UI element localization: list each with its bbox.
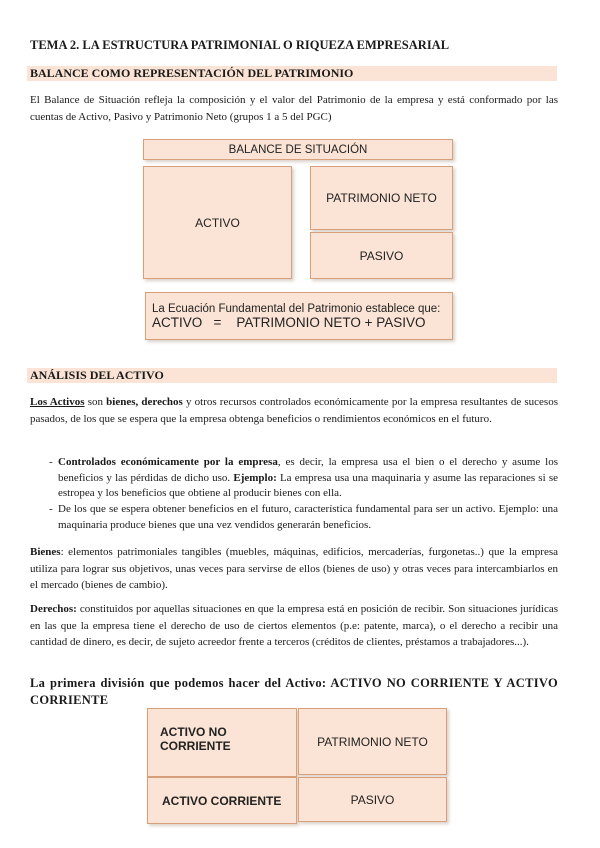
pasivo-box-2: PASIVO (298, 777, 447, 822)
division-heading: La primera división que podemos hacer del Activo: ACTIVO NO CORRIENTE Y ACTIVO CORRIENTE (30, 676, 558, 707)
bullet1-example-label: Ejemplo: (233, 471, 277, 484)
balance-intro-paragraph: El Balance de Situación refleja la composición y el valor del Patrimonio de la empresa y está conformado por las cuentas de Activo, Pasivo y Patrimonio Neto (grupos 1 a 5 del PGC) (30, 94, 558, 123)
patrimonio-neto-box-2: PATRIMONIO NETO (298, 708, 447, 775)
bullet-controlados: - Controlados económicamente por la empresa, es decir, la empresa usa el bien o el derecho y asume los beneficios y las pérdidas de dicho uso. Ejemplo: La empresa usa una maquinaria y asume las reparaciones si se estropea y los beneficios que obtiene al producir bienes con ella. (49, 456, 558, 499)
bullet1-bold: Controlados económicamente por la empresa (58, 456, 278, 468)
equation-intro: La Ecuación Fundamental del Patrimonio establece que: (152, 302, 441, 315)
section-heading-activo: ANÁLISIS DEL ACTIVO (27, 368, 557, 383)
bullet1-text: , es decir, la empresa usa el bien o el derecho y asume los beneficios y las pérdidas de dicho uso. (58, 456, 558, 484)
activo-corriente-box: ACTIVO CORRIENTE (147, 777, 297, 824)
pasivo-box: PASIVO (310, 232, 453, 279)
bienes-text: : elementos patrimoniales tangibles (muebles, máquinas, edificios, mercaderías, furgonetas..) que la empresa utiliza para lograr sus objetivos, unas veces para servirse de ellos (bienes de uso) y otras veces para intercambiarlos en el mercado (bienes de cambio). (30, 546, 558, 591)
activos-definition (30, 394, 558, 427)
derechos-text: constituidos por aquellas situaciones en que la empresa está en posición de recibir. Son situaciones jurídicas en las que la empresa tiene el derecho de uso de ciertos elementos (p.e: patente, marca), o el derecho a recibir una cantidad de dinero, es decir, de sujeto acreedor frente a terceros (créditos de clientes, préstamos a trabajadores...). (30, 603, 558, 648)
activo-box: ACTIVO (143, 166, 292, 279)
derechos-label: Derechos: (30, 603, 77, 615)
def-rest: y otros recursos controlados económicamente por la empresa resultantes de sucesos pasados, de los que se espera que la empresa obtenga beneficios o rendimientos económicos en el futuro. (30, 396, 558, 425)
bullet2-text: De los que se espera obtener beneficios en el futuro, característica fundamental para ser un activo. Ejemplo: una maquinaria produce bienes que una vez vendidos generarán beneficios. (58, 503, 558, 531)
def-connector: son (84, 396, 107, 408)
activos-term: Los Activos (30, 396, 85, 408)
bullet-beneficios: - De los que se espera obtener beneficios en el futuro, característica fundamental para ser un activo. Ejemplo: una maquinaria produce bienes que una vez vendidos generarán beneficios. (49, 503, 558, 531)
page-title: TEMA 2. LA ESTRUCTURA PATRIMONIAL O RIQUEZA EMPRESARIAL (30, 38, 450, 52)
equation-formula: ACTIVO = PATRIMONIO NETO + PASIVO (152, 314, 426, 330)
bullet1-example: La empresa usa una maquinaria y asume las reparaciones si se estropea y los beneficios que obtiene al producir bienes con ella. (58, 471, 558, 499)
def-bold: bienes, derechos (106, 396, 183, 408)
patrimonio-neto-box: PATRIMONIO NETO (310, 166, 453, 230)
bienes-label: Bienes (30, 546, 61, 558)
derechos-paragraph (30, 601, 558, 651)
balance-header-box: BALANCE DE SITUACIÓN (143, 139, 453, 160)
bienes-paragraph (30, 544, 558, 594)
activo-no-corriente-box: ACTIVO NO CORRIENTE (147, 708, 297, 777)
section-heading-balance: BALANCE COMO REPRESENTACIÓN DEL PATRIMONIO (27, 66, 557, 81)
equation-box (145, 292, 453, 340)
